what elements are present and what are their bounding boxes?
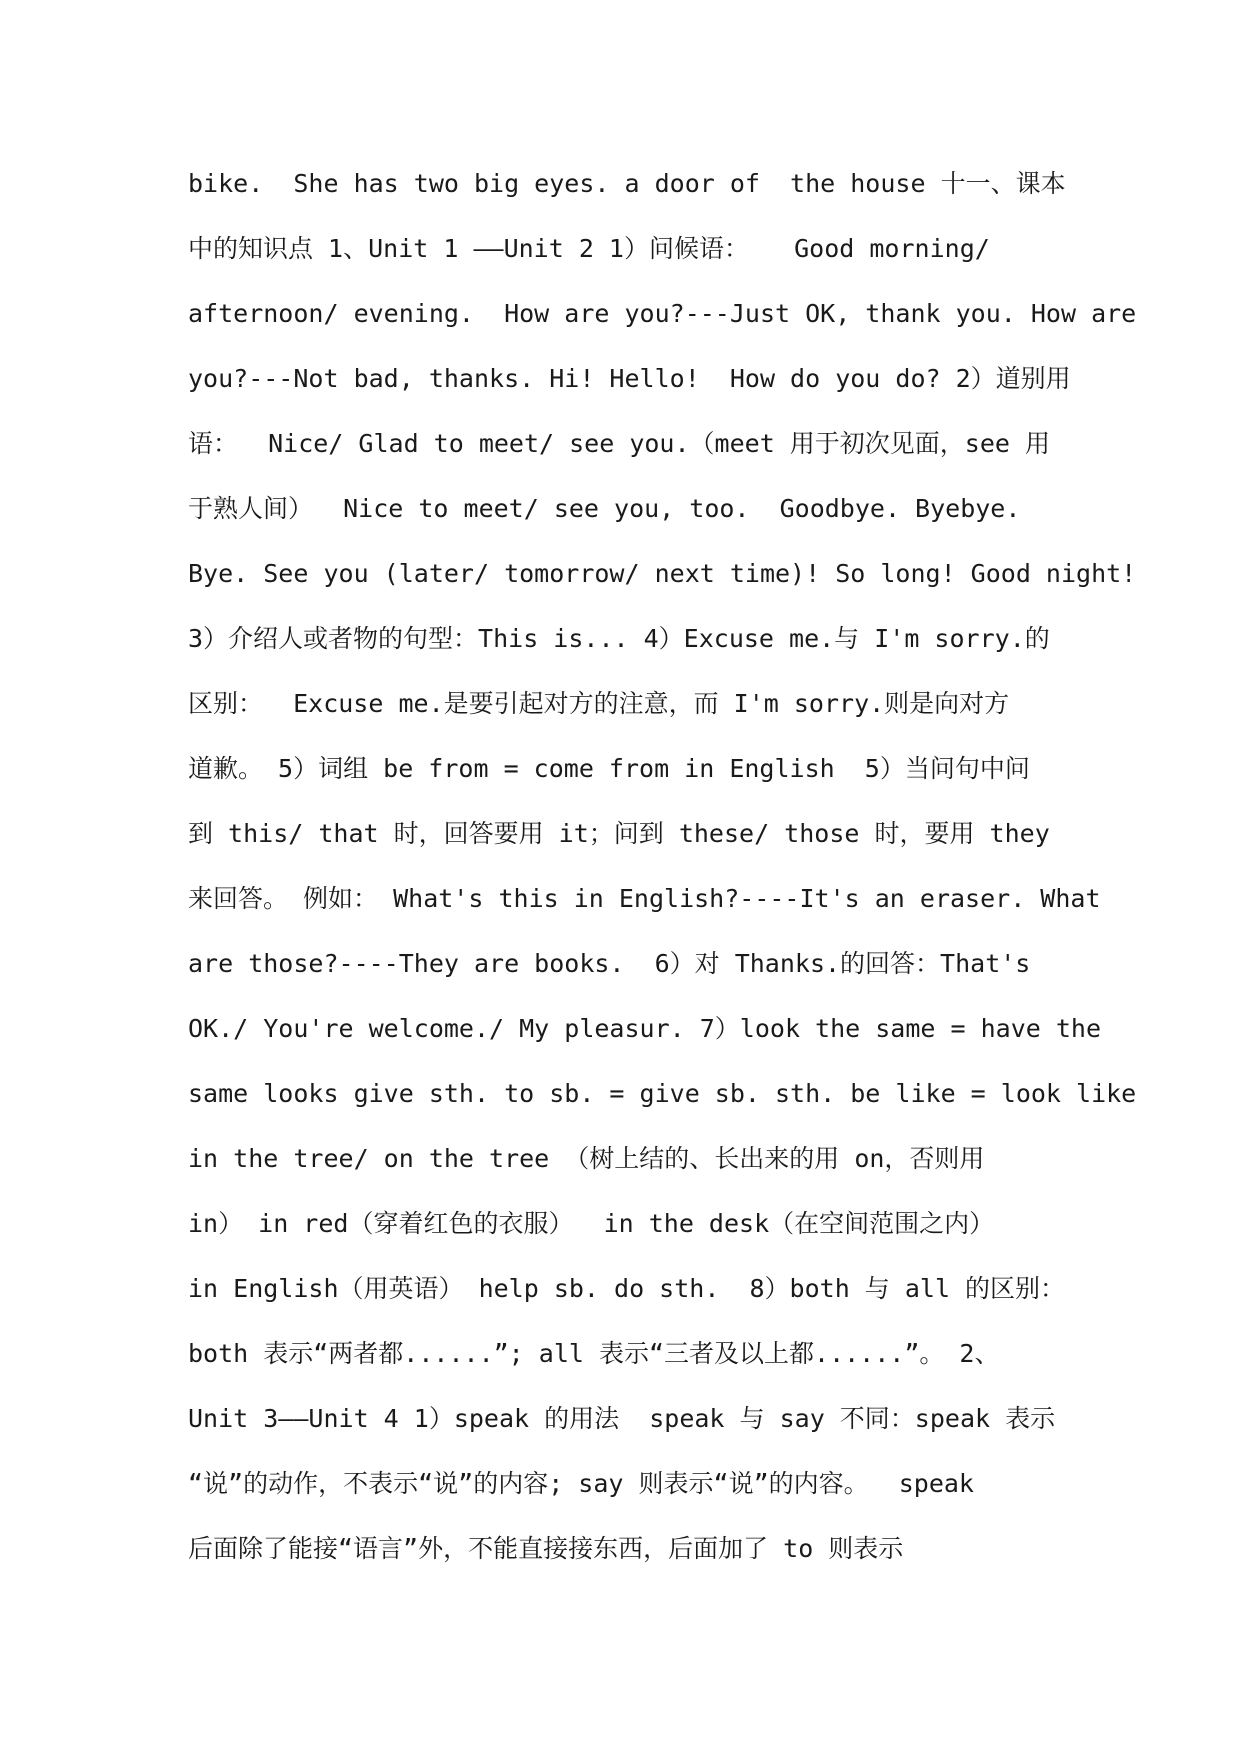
text-line: bike. She has two big eyes. a door of the house 十一、课本 — [188, 169, 1066, 198]
text-line: same looks give sth. to sb. = give sb. sth. be like = look like — [188, 1079, 1137, 1108]
text-line: 道歉。 5）词组 be from = come from in English 5）当问句中问 — [188, 754, 1030, 783]
text-line: Unit 3——Unit 4 1）speak 的用法 speak 与 say 不同：speak 表示 — [188, 1404, 1056, 1433]
document-body — [188, 158, 1137, 1588]
text-line: in） in red（穿着红色的衣服） in the desk（在空间范围之内） — [188, 1209, 995, 1238]
text-line: 于熟人间） Nice to meet/ see you, too. Goodbye. Byebye. — [188, 494, 1021, 523]
text-line: afternoon/ evening. How are you?---Just OK, thank you. How are — [188, 299, 1137, 328]
text-line: 来回答。 例如： What's this in English?----It's an eraser. What — [188, 884, 1101, 913]
text-line: are those?----They are books. 6）对 Thanks.的回答：That's — [188, 949, 1031, 978]
text-line: 中的知识点 1、Unit 1 ——Unit 2 1）问候语： Good morning/ — [188, 234, 990, 263]
text-line: 3）介绍人或者物的句型：This is... 4）Excuse me.与 I'm sorry.的 — [188, 624, 1050, 653]
text-line: in the tree/ on the tree （树上结的、长出来的用 on，否则用 — [188, 1144, 985, 1173]
text-line: both 表示“两者都......”; all 表示“三者及以上都......”。 2、 — [188, 1339, 1000, 1368]
text-line: Bye. See you (later/ tomorrow/ next time)! So long! Good night! — [188, 559, 1137, 588]
text-line: 后面除了能接“语言”外，不能直接接东西，后面加了 to 则表示 — [188, 1534, 904, 1563]
text-line: “说”的动作，不表示“说”的内容; say 则表示“说”的内容。 speak — [188, 1469, 974, 1498]
text-line: 区别： Excuse me.是要引起对方的注意，而 I'm sorry.则是向对方 — [188, 689, 1010, 718]
text-line: 语： Nice/ Glad to meet/ see you.（meet 用于初次见面，see 用 — [188, 429, 1051, 458]
text-line: OK./ You're welcome./ My pleasur. 7）look the same = have the — [188, 1014, 1102, 1043]
text-line: in English（用英语） help sb. do sth. 8）both 与 all 的区别： — [188, 1274, 1066, 1303]
text-line: 到 this/ that 时，回答要用 it；问到 these/ those 时，要用 they — [188, 819, 1050, 848]
text-line: you?---Not bad, thanks. Hi! Hello! How do you do? 2）道别用 — [188, 364, 1071, 393]
